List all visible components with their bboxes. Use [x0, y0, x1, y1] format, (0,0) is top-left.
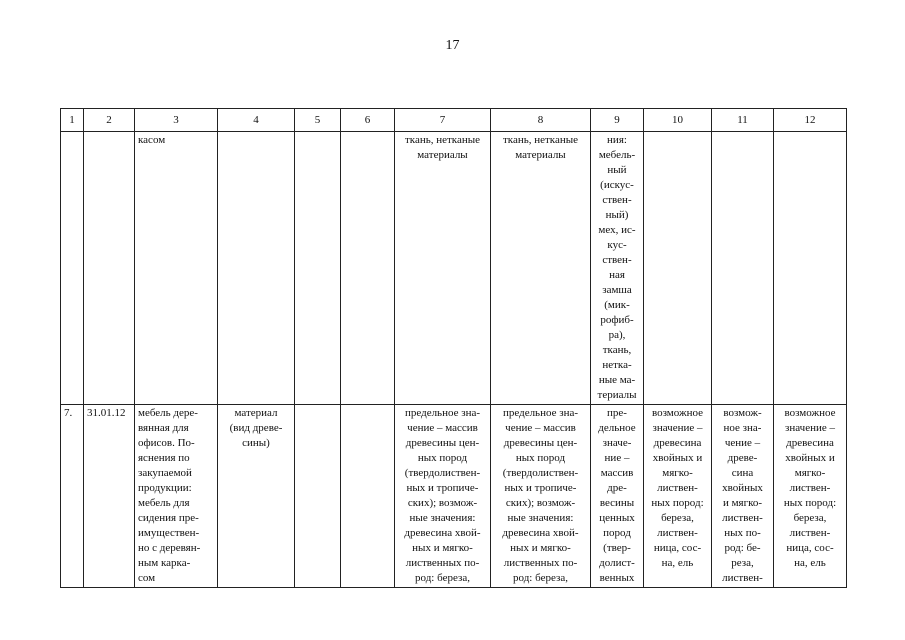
header-cell-7: 7 [395, 109, 491, 132]
requirements-table [60, 108, 847, 588]
row-cell-col7: предельное зна- чение – массив древесины цен- ных пород (твердолиствен- ных и тропиче- ских); возмож- ные значения: древесина хвой- ных и мягко- лиственных по- род: береза, [395, 405, 491, 588]
header-cell-8: 8 [491, 109, 591, 132]
header-row [61, 109, 847, 132]
header-cell-5: 5 [295, 109, 341, 132]
header-cell-11: 11 [712, 109, 774, 132]
row-cell-code: 31.01.12 [84, 405, 135, 588]
row-cell-col8: предельное зна- чение – массив древесины цен- ных пород (твердолиствен- ных и тропиче- ских); возмож- ные значения: древесина хвой- ных и мягко- лиственных по- род: береза, [491, 405, 591, 588]
row-cell-col7: ткань, нетканые материалы [395, 132, 491, 405]
row-cell-code [84, 132, 135, 405]
header-cell-12: 12 [774, 109, 847, 132]
row-cell-col10 [644, 132, 712, 405]
row-cell-name: касом [135, 132, 218, 405]
header-cell-4: 4 [218, 109, 295, 132]
row-cell-number [61, 132, 84, 405]
header-cell-10: 10 [644, 109, 712, 132]
header-cell-2: 2 [84, 109, 135, 132]
row-cell-characteristic [218, 132, 295, 405]
row-cell-col9: пре- дельное значе- ние – массив дре- весины ценных пород (твер- долист- венных [591, 405, 644, 588]
row-cell-name: мебель дере- вянная для офисов. По- яснения по закупаемой продукции: мебель для сидения пре- имуществен- но с деревян- ным карка- сом [135, 405, 218, 588]
page-number: 17 [445, 38, 460, 53]
row-cell-col11: возмож- ное зна- чение – древе- сина хвойных и мягко- листвен- ных по- род: бе- реза, листвен- [712, 405, 774, 588]
row-cell-col5 [295, 405, 341, 588]
row-cell-col11 [712, 132, 774, 405]
table-row [61, 132, 847, 405]
row-cell-col6 [341, 405, 395, 588]
row-cell-col12 [774, 132, 847, 405]
header-cell-1: 1 [61, 109, 84, 132]
row-cell-col6 [341, 132, 395, 405]
row-cell-characteristic: материал (вид древе- сины) [218, 405, 295, 588]
row-cell-col12: возможное значение – древесина хвойных и мягко- листвен- ных пород: береза, листвен- ница, сос- на, ель [774, 405, 847, 588]
row-cell-number: 7. [61, 405, 84, 588]
row-cell-col8: ткань, нетканые материалы [491, 132, 591, 405]
row-cell-col5 [295, 132, 341, 405]
header-cell-3: 3 [135, 109, 218, 132]
table-row [61, 405, 847, 588]
row-cell-col10: возможное значение – древесина хвойных и мягко- листвен- ных пород: береза, листвен- ница, сос- на, ель [644, 405, 712, 588]
row-cell-col9: ния: мебель- ный (искус- ствен- ный) мех, ис- кус- ствен- ная замша (мик- рофиб- ра), ткань, нетка- ные ма- териалы [591, 132, 644, 405]
header-cell-6: 6 [341, 109, 395, 132]
header-cell-9: 9 [591, 109, 644, 132]
